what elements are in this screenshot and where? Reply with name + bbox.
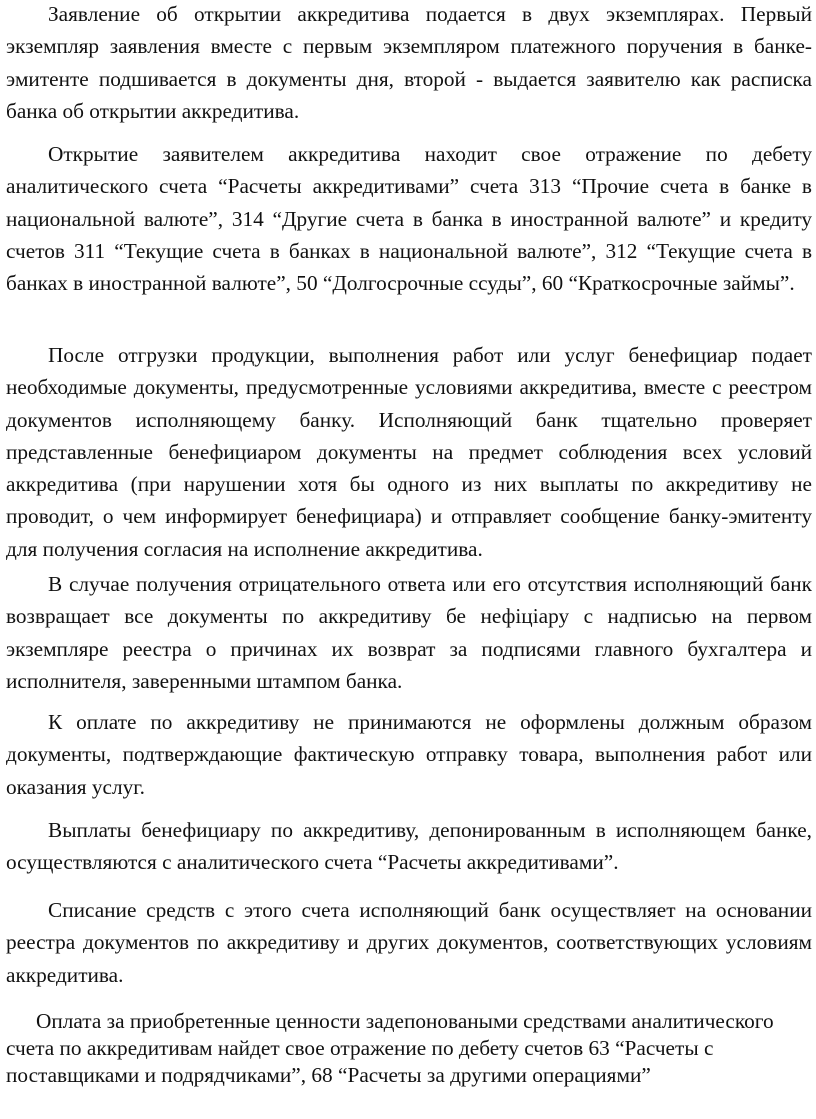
paragraph-application-copies: Заявление об открытии аккредитива подается в двух экземплярах. Первый экземпляр заявления вместе с первым экземпляром платежного поручения в банке-эмитенте подшивается в документы дня, второй - выдается заявителю как расписка банка об открытии аккредитива. xyxy=(6,2,812,123)
paragraph-write-off: Списание средств с этого счета исполняющий банк осуществляет на основании реестра документов по аккредитиву и других документов, соответствующих условиям аккредитива. xyxy=(6,898,812,987)
paragraph-negative-response: В случае получения отрицательного ответа или его отсутствия исполняющий банк возвращает все документы по аккредитиву бе нефіціару с надписью на первом экземпляре реестра о причинах их возврат за подписями главного бухгалтера и исполнителя, заверенными штампом банка. xyxy=(6,572,812,693)
paragraph-document-verification: После отгрузки продукции, выполнения работ или услуг бенефициар подает необходимые документы, предусмотренные условиями аккредитива, вместе с реестром документов исполняющему банку. Исполняющий банк тщательно проверяет представленные бенефициаром документы на предмет соблюдения всех условий аккредитива (при нарушении хотя бы одного из них выплаты по аккредитиву не проводит, о чем информирует бенефициара) и отправляет сообщение банку-эмитенту для получения согласия на исполнение аккредитива. xyxy=(6,343,812,561)
paragraph-opening-accounting: Открытие заявителем аккредитива находит свое отражение по дебету аналитического счета “Расчеты аккредитивами” счета 313 “Прочие счета в банке в национальной валюте”, 314 “Другие счета в банка в иностранной валюте” и кредиту счетов 311 “Текущие счета в банках в национальной валюте”, 312 “Текущие счета в банках в иностранной валюте”, 50 “Долгосрочные ссуды”, 60 “Краткосрочные займы”. xyxy=(6,142,812,296)
paragraph-payment-reflection: Оплата за приобретенные ценности задепоноваными средствами аналитического счета по аккредитивам найдет свое отражение по дебету счетов 63 “Расчеты с поставщиками и подрядчиками”, 68 “Расчеты за другими операциями” xyxy=(6,1009,774,1087)
paragraph-payment-exclusions: К оплате по аккредитиву не принимаются не оформлены должным образом документы, подтверждающие фактическую отправку товара, выполнения работ или оказания услуг. xyxy=(6,710,812,799)
paragraph-beneficiary-payments: Выплаты бенефициару по аккредитиву, депонированным в исполняющем банке, осуществляются с аналитического счета “Расчеты аккредитивами”. xyxy=(6,818,812,875)
